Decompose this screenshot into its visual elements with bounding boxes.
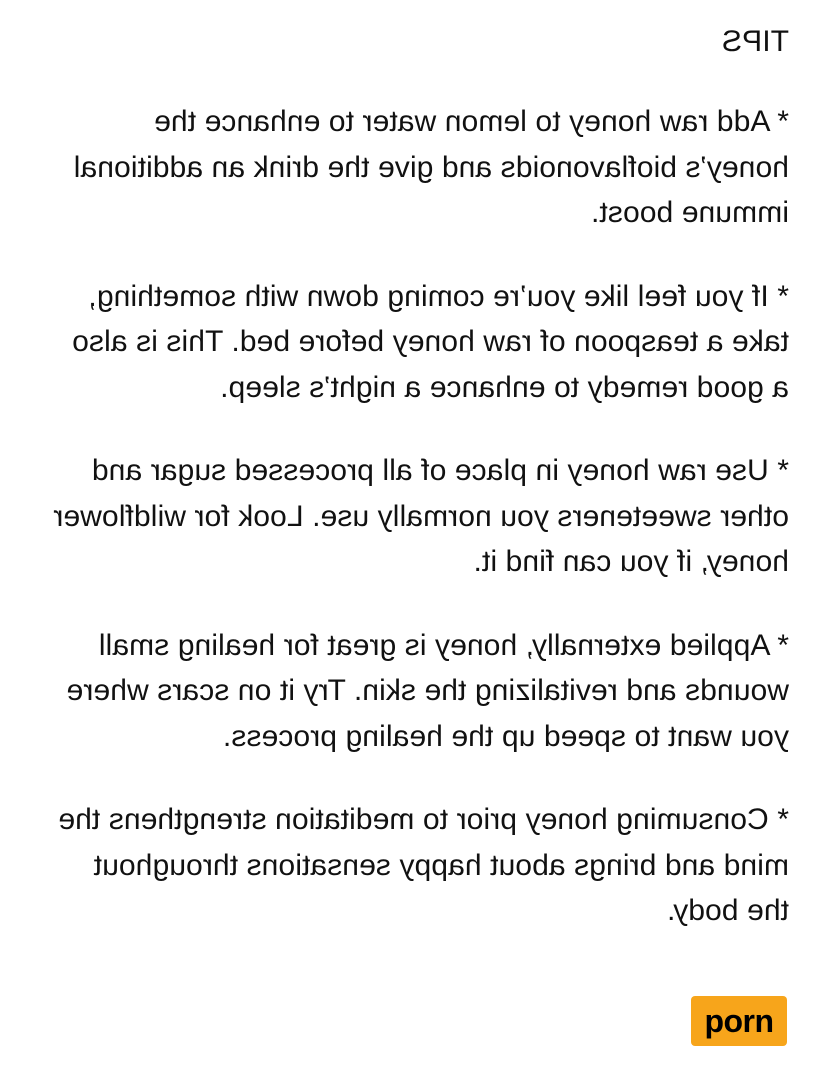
tip-paragraph-3: * Use raw honey in place of all processed sugar and other sweeteners you normally use. Look for wildflower honey, if you can find it.	[53, 454, 789, 578]
document-body	[49, 19, 789, 972]
tip-paragraph-4: * Applied externally, honey is great for healing small wounds and revitalizing the skin. Try it on scars where you want to speed up the healing process.	[66, 628, 789, 753]
document-heading: TIPS	[721, 25, 789, 58]
tip-paragraph-2: * If you feel like you’re coming down with something, take a teaspoon of raw honey before bed. This is also a good remedy to enhance a night’s sleep.	[72, 279, 789, 404]
tip-paragraph-1: * Add raw honey to lemon water to enhance the honey’s bioflavonoids and give the drink an additional immune boost.	[73, 105, 789, 229]
watermark-badge: porn	[691, 996, 787, 1046]
tip-paragraph-5: * Consuming honey prior to meditation strengthens the mind and brings about happy sensations throughout the body.	[58, 803, 789, 927]
